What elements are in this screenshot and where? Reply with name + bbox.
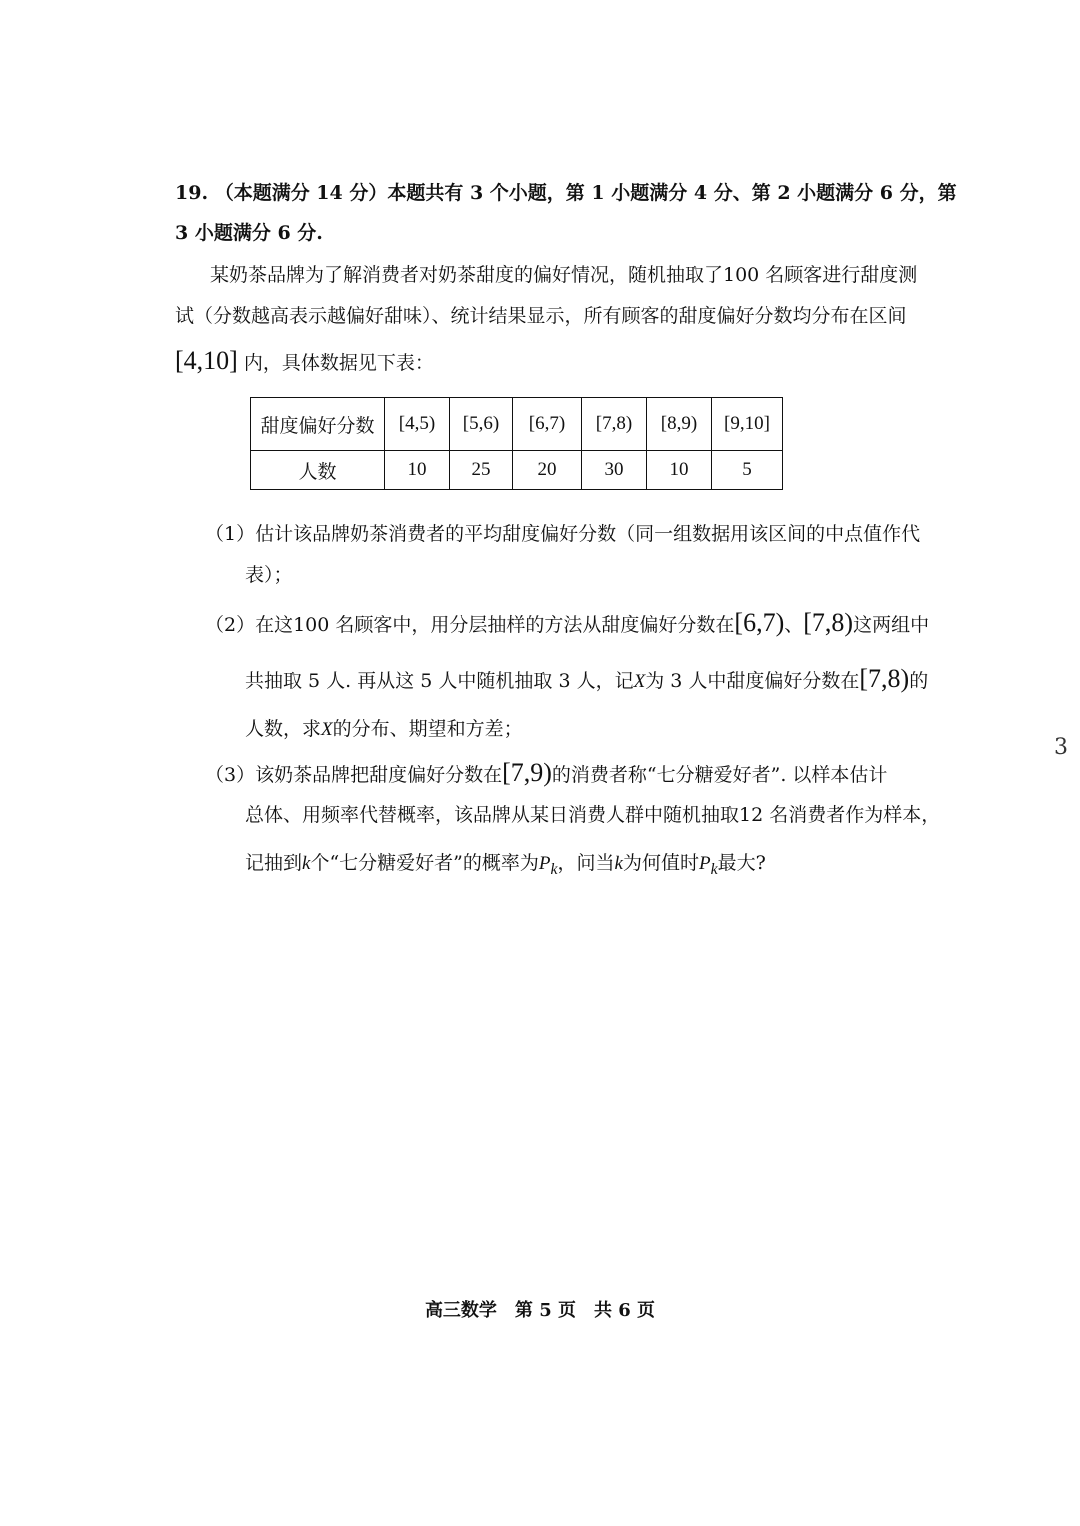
question-2-text-d: 共抽取 5 人. 再从这 5 人中随机抽取 3 人，记 (245, 670, 634, 692)
variable-k: k (614, 853, 623, 874)
subscript-k: k (550, 860, 558, 878)
variable-x: X (321, 719, 333, 740)
subscript-k: k (710, 860, 718, 878)
frequency-table (250, 397, 783, 490)
question-3-line-1 (205, 760, 887, 788)
question-2-text-g: 人数，求 (245, 718, 322, 740)
question-3-line-2: 总体、用频率代替概率，该品牌从某日消费人群中随机抽取12 名消费者作为样本， (245, 804, 941, 826)
question-3-text-c: 记抽到 (245, 852, 303, 874)
variable-p: P (538, 853, 551, 874)
question-2-text-f: 的 (909, 670, 929, 692)
table-header-row (251, 398, 783, 451)
question-2-text-h: 的分布、期望和方差； (332, 718, 523, 740)
problem-header-line-2: 3 小题满分 6 分. (175, 222, 323, 244)
table-count-cell: 5 (712, 451, 783, 490)
question-2-line-1 (205, 610, 929, 638)
table-interval-cell: [4,5) (385, 398, 450, 451)
question-2-line-3 (245, 716, 523, 743)
question-2-text-b: 、 (784, 614, 804, 636)
problem-header-line-1 (175, 180, 957, 206)
table-interval-cell: [8,9) (647, 398, 712, 451)
interval-7-9: [7,9) (502, 758, 552, 787)
question-3-text-d: 个“七分糖爱好者”的概率为 (310, 852, 539, 874)
table-row-label: 人数 (251, 451, 385, 490)
table-interval-cell: [9,10] (712, 398, 783, 451)
question-2-line-2 (245, 666, 928, 695)
intro-line-3 (175, 348, 434, 376)
question-1-line-2: 表）； (245, 564, 293, 586)
variable-k: k (302, 853, 311, 874)
question-3-text-e: ，问当 (557, 852, 615, 874)
intro-line-1: 某奶茶品牌为了解消费者对奶茶甜度的偏好情况，随机抽取了100 名顾客进行甜度测 (210, 264, 918, 286)
intro-line-2: 试（分数越高表示越偏好甜味）、统计结果显示，所有顾客的甜度偏好分数均分布在区间 (175, 305, 907, 327)
table-interval-cell: [7,8) (582, 398, 647, 451)
interval-7-8: [7,8) (859, 664, 910, 693)
question-3-text-b: 的消费者称“七分糖爱好者”. 以样本估计 (551, 764, 888, 786)
table-count-row (251, 451, 783, 490)
problem-number: 19. (175, 182, 209, 204)
question-1-line-1: （1）估计该品牌奶茶消费者的平均甜度偏好分数（同一组数据用该区间的中点值作代 (205, 523, 921, 545)
interval-4-10: [4,10] (175, 346, 238, 375)
question-3-text-g: 最大? (717, 852, 766, 874)
variable-x: X (633, 671, 646, 692)
question-2-text-e: 为 3 人中甜度偏好分数在 (645, 670, 860, 692)
question-2-text-c: 这两组中 (853, 614, 930, 636)
table-interval-cell: [5,6) (450, 398, 513, 451)
interval-7-8: [7,8) (803, 608, 854, 637)
table-count-cell: 20 (513, 451, 582, 490)
page-footer: 高三数学 第 5 页 共 6 页 (424, 1300, 656, 1321)
table-count-cell: 25 (450, 451, 513, 490)
question-2-text-a: （2）在这100 名顾客中，用分层抽样的方法从甜度偏好分数在 (205, 614, 735, 636)
question-3-text-a: （3）该奶茶品牌把甜度偏好分数在 (205, 764, 503, 786)
question-3-line-3 (245, 850, 766, 883)
variable-p: P (699, 853, 711, 874)
table-count-cell: 10 (385, 451, 450, 490)
table-header-label: 甜度偏好分数 (251, 398, 385, 451)
problem-score-info: （本题满分 14 分）本题共有 3 个小题，第 1 小题满分 4 分、第 2 小题满分 6 分，第 (214, 182, 957, 204)
handwritten-margin-mark: 3 (1054, 735, 1068, 760)
question-3-text-f: 为何值时 (622, 852, 699, 874)
table-count-cell: 10 (647, 451, 712, 490)
table-count-cell: 30 (582, 451, 647, 490)
interval-6-7: [6,7) (734, 608, 785, 637)
table-interval-cell: [6,7) (513, 398, 582, 451)
intro-line-3-text: 内，具体数据见下表： (243, 352, 434, 374)
